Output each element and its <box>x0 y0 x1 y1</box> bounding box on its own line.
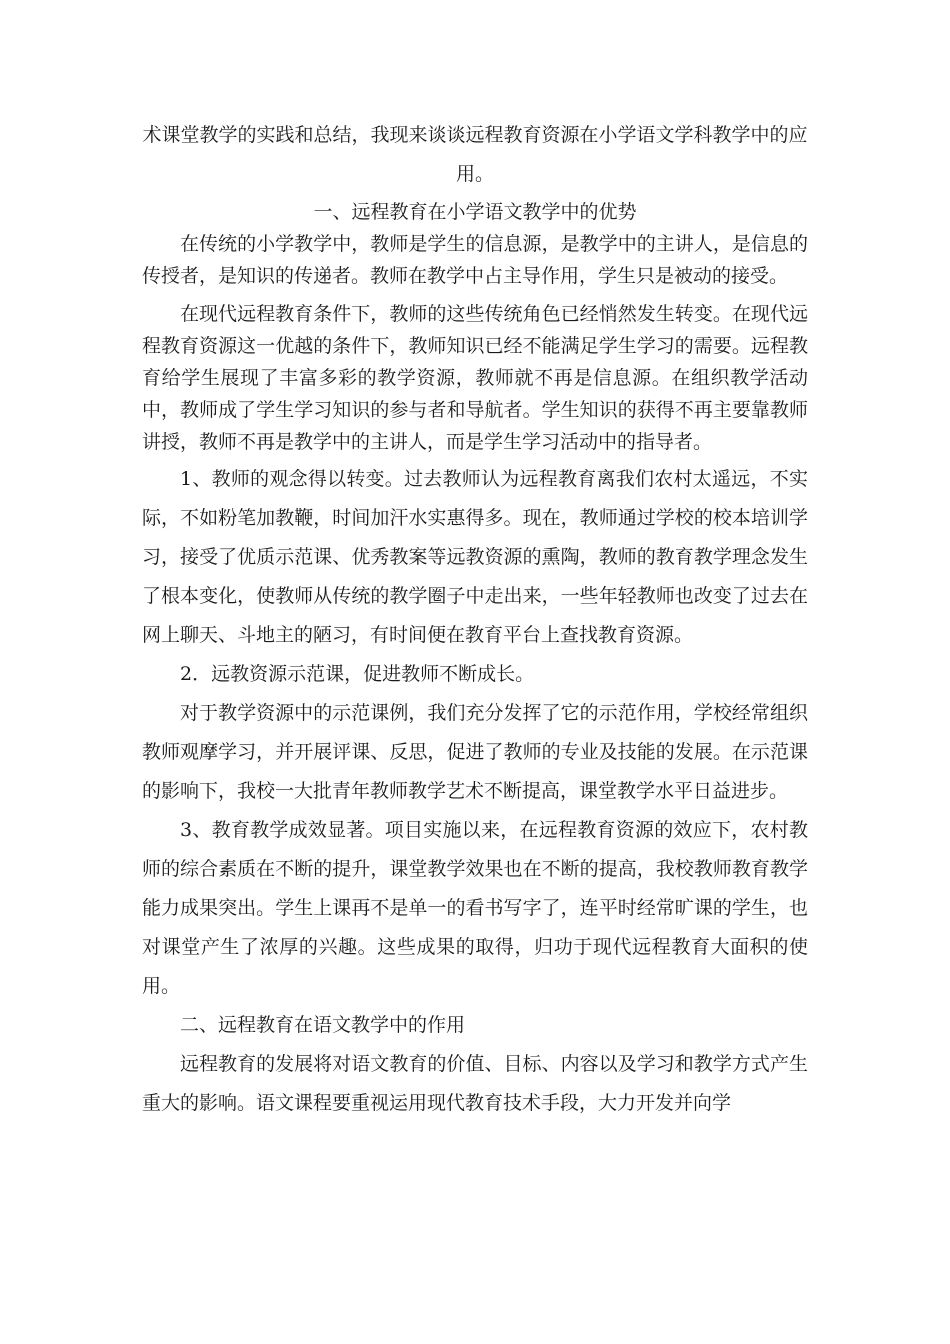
point-1-teacher-concept: 1、教师的观念得以转变。过去教师认为远程教育离我们农村太遥远，不实际，不如粉笔加教鞭，时间加汗水实惠得多。现在，教师通过学校的校本培训学习，接受了优质示范课、优秀教案等远教资源的熏陶，教师的教育教学理念发生了根本变化，使教师从传统的教学圈子中走出来，一些年轻教师也改变了过去在网上聊天、斗地主的陋习，有时间便在教育平台上查找教育资源。 <box>142 468 808 646</box>
intro-continuation: 术课堂教学的实践和总结，我现来谈谈远程教育资源在小学语文学科教学中的应用。 <box>142 124 808 185</box>
paragraph-modern: 在现代远程教育条件下，教师的这些传统角色已经悄然发生转变。在现代远程教育资源这一优越的条件下，教师知识已经不能满足学生学习的需要。远程教育给学生展现了丰富多彩的教学资源，教师就不再是信息源。在组织教学活动中，教师成了学生学习知识的参与者和导航者。学生知识的获得不再主要靠教师讲授，教师不再是教学中的主讲人，而是学生学习活动中的指导者。 <box>142 303 808 453</box>
section2-heading: 二、远程教育在语文教学中的作用 <box>180 1014 466 1036</box>
paragraph-section2: 远程教育的发展将对语文教育的价值、目标、内容以及学习和教学方式产生重大的影响。语文课程要重视运用现代教育技术手段，大力开发并向学 <box>142 1053 808 1114</box>
section1-heading: 一、远程教育在小学语文教学中的优势 <box>313 201 637 223</box>
point-2-title: 2．远教资源示范课，促进教师不断成长。 <box>180 663 535 685</box>
point-3-results: 3、教育教学成效显著。项目实施以来，在远程教育资源的效应下，农村教师的综合素质在不断的提升，课堂教学效果也在不断的提高，我校教师教育教学能力成果突出。学生上课再不是单一的看书写字了，连平时经常旷课的学生，也对课堂产生了浓厚的兴趣。这些成果的取得，归功于现代远程教育大面积的使用。 <box>142 819 808 997</box>
point-2-body: 对于教学资源中的示范课例，我们充分发挥了它的示范作用，学校经常组织教师观摩学习，并开展评课、反思，促进了教师的专业及技能的发展。在示范课的影响下，我校一大批青年教师教学艺术不断提高，课堂教学水平日益进步。 <box>142 702 808 802</box>
document-page <box>142 116 808 1123</box>
paragraph-traditional: 在传统的小学教学中，教师是学生的信息源，是教学中的主讲人，是信息的传授者，是知识的传递者。教师在教学中占主导作用，学生只是被动的接受。 <box>142 233 808 287</box>
